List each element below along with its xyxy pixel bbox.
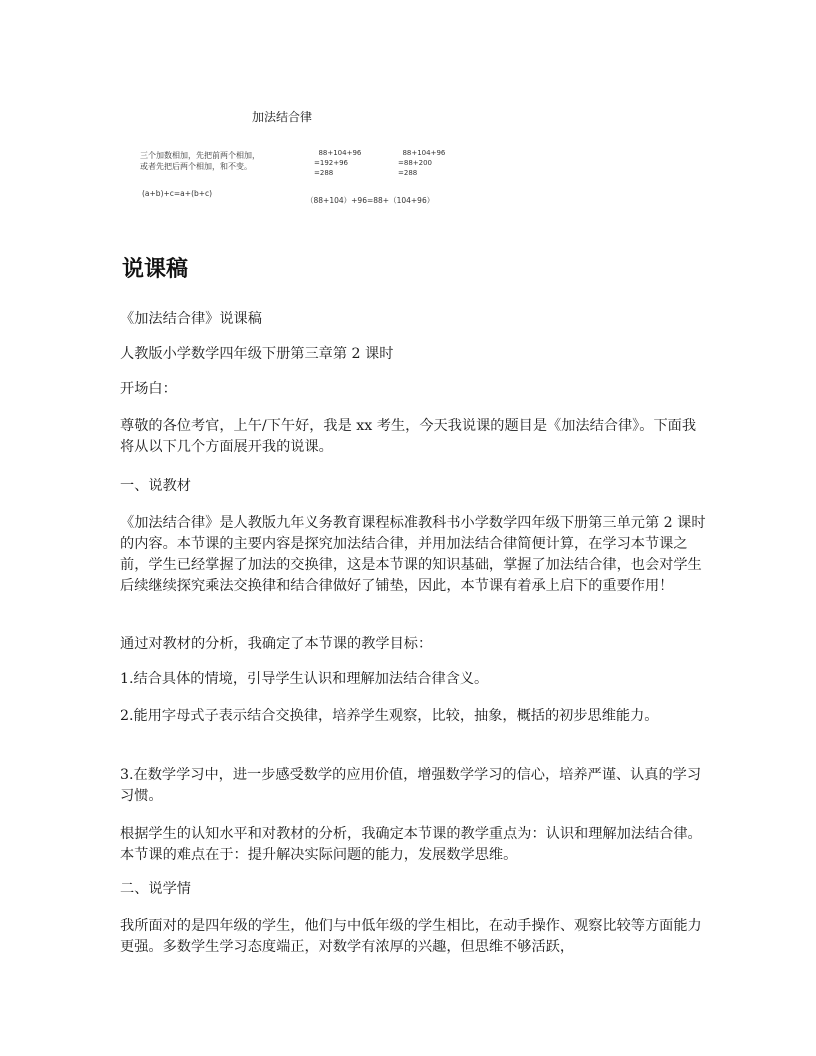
- lesson-figure: [136, 100, 466, 212]
- paragraph-title: 《加法结合律》说课稿: [120, 311, 262, 327]
- paragraph-goals-intro: 通过对教材的分析，我确定了本节课的教学目标：: [120, 636, 433, 652]
- figure-formula: (a+b)+c=a+(b+c): [142, 189, 213, 198]
- paragraph-students: 我所面对的是四年级的学生，他们与中低年级的学生相比，在动手操作、观察比较等方面能力更强。多数学生学习态度端正，对数学有浓厚的兴趣，但思维不够活跃，: [120, 918, 702, 955]
- paragraph-opening: 尊敬的各位考官，上午/下午好，我是 xx 考生，今天我说课的题目是《加法结合律》。下面我将从以下几个方面展开我的说课。: [120, 418, 697, 455]
- figure-title: 加法结合律: [252, 110, 313, 124]
- figure-calc-right: 88+104+96 =88+200 =288: [398, 149, 446, 177]
- goal-item-1: 1.结合具体的情境，引导学生认识和理解加法结合律含义。: [120, 671, 489, 687]
- figure-calc-left: 88+104+96 =192+96 =288: [314, 149, 362, 177]
- document-heading: 说课稿: [122, 257, 189, 282]
- figure-equation: （88+104）+96=88+（104+96）: [306, 196, 435, 205]
- paragraph-opening-label: 开场白：: [120, 381, 177, 397]
- goal-item-2: 2.能用字母式子表示结合交换律，培养学生观察，比较，抽象，概括的初步思维能力。: [120, 708, 659, 724]
- paragraph-course-info: 人教版小学数学四年级下册第三章第 2 课时: [120, 346, 394, 362]
- section-heading-students: 二、说学情: [120, 881, 191, 897]
- paragraph-key-points: 根据学生的认知水平和对教材的分析，我确定本节课的教学重点为：认识和理解加法结合律。本节课的难点在于：提升解决实际问题的能力，发展数学思维。: [120, 826, 702, 863]
- paragraph-textbook: 《加法结合律》是人教版九年义务教育课程标准教科书小学数学四年级下册第三单元第 2 课时的内容。本节课的主要内容是探究加法结合律，并用加法结合律简便计算，在学习本节课之前，学生已经掌握了加法的交换律，这是本节课的知识基础，掌握了加法结合律，也会对学生后续继续探究乘法交换律和结合律做好了铺垫，因此，本节课有着承上启下的重要作用！: [120, 515, 706, 594]
- goal-item-3: 3.在数学学习中，进一步感受数学的应用价值，增强数学学习的信心，培养严谨、认真的学习习惯。: [120, 767, 702, 804]
- section-heading-textbook: 一、说教材: [120, 478, 191, 494]
- figure-rule-text: 三个加数相加，先把前两个相加， 或者先把后两个相加，和不变。: [140, 151, 260, 171]
